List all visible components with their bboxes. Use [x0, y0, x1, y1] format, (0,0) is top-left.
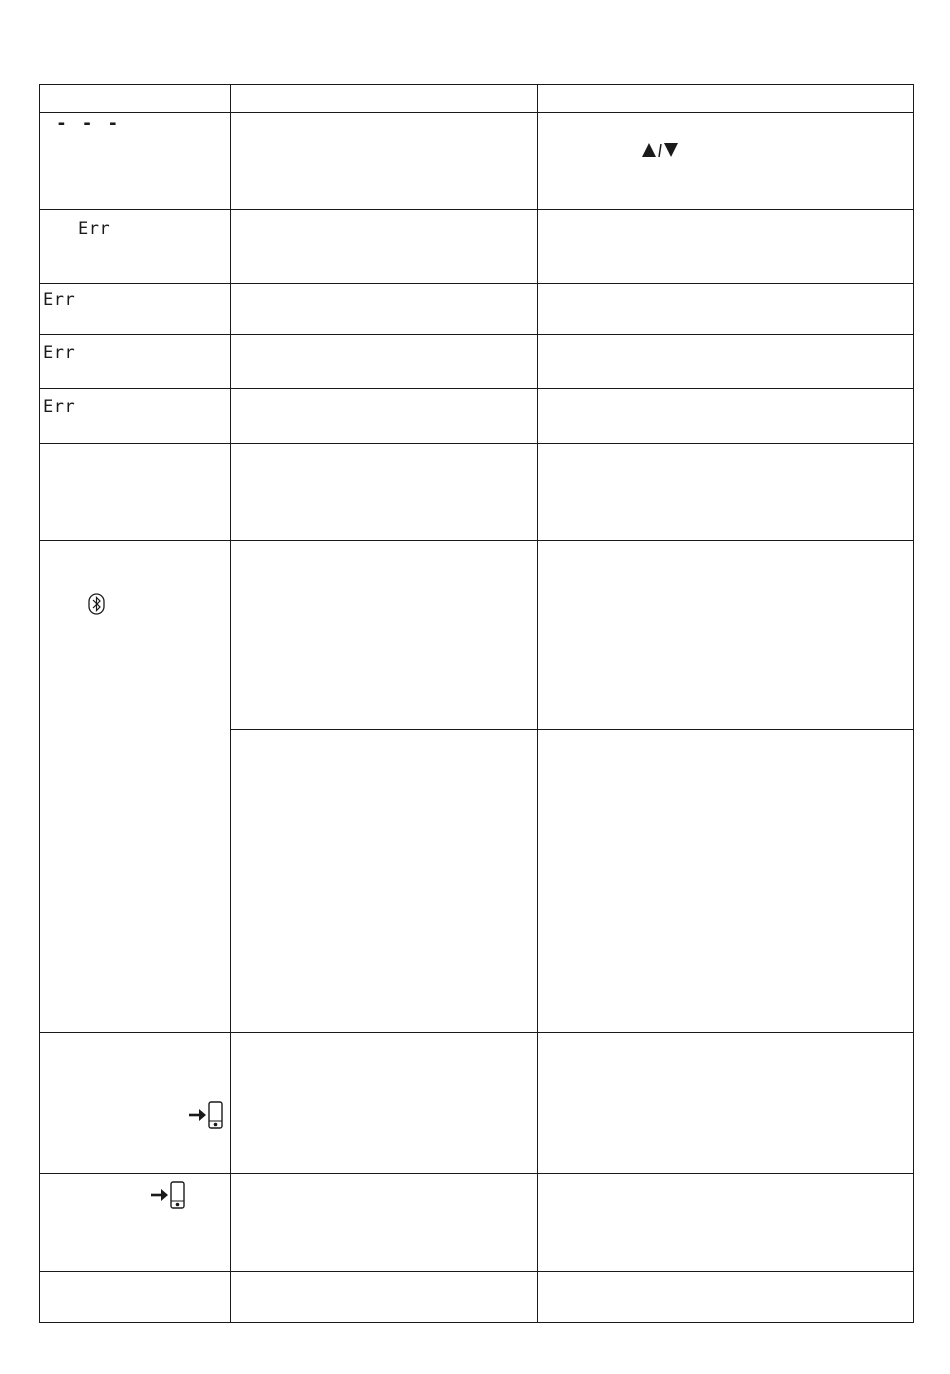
table-top-border [39, 84, 914, 85]
row-border [39, 283, 914, 284]
subrow-border [230, 729, 914, 730]
row-border [39, 1271, 914, 1272]
row-border [39, 388, 914, 389]
column-divider-1 [230, 84, 231, 1323]
err-symbol: Err [43, 343, 76, 363]
err-symbol: Err [43, 290, 76, 310]
arrow-to-phone-icon [188, 1101, 224, 1134]
table-left-border [39, 84, 40, 1323]
row-border [39, 1173, 914, 1174]
row-border [39, 209, 914, 210]
row-border [39, 443, 914, 444]
header-row-border [39, 112, 914, 113]
row-border [39, 334, 914, 335]
table-right-border [913, 84, 914, 1323]
err-symbol: Err [78, 219, 111, 239]
bluetooth-icon [88, 593, 105, 620]
row-border [39, 1032, 914, 1033]
table-bottom-border [39, 1322, 914, 1323]
column-divider-2 [537, 84, 538, 1323]
err-symbol: Err [43, 397, 76, 417]
row-border [39, 540, 914, 541]
dashes-symbol: - - - [56, 113, 121, 134]
arrow-to-phone-icon [150, 1181, 186, 1214]
up-down-arrows-icon [642, 142, 680, 163]
